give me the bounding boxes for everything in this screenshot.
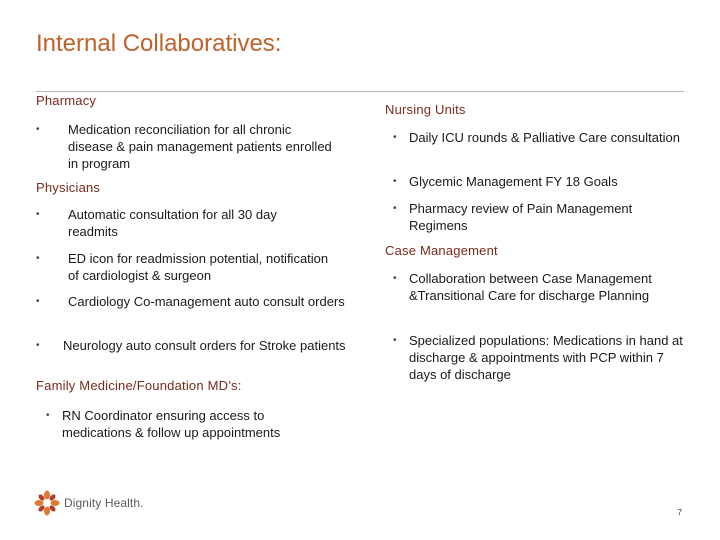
logo-text: Dignity Health. bbox=[64, 496, 144, 510]
dignity-health-logo bbox=[34, 490, 164, 518]
bullet-text: Pharmacy review of Pain Management Regimens bbox=[409, 201, 633, 233]
bullet-item bbox=[36, 206, 326, 240]
bullet-icon: • bbox=[36, 209, 40, 220]
bullet-text: Daily ICU rounds & Palliative Care consultation bbox=[409, 130, 680, 145]
bullet-text: Collaboration between Case Management &Transitional Care for discharge Planning bbox=[409, 271, 652, 303]
bullet-text: Neurology auto consult orders for Stroke patients bbox=[63, 338, 346, 353]
bullet-item bbox=[393, 270, 683, 304]
bullet-item bbox=[393, 332, 683, 383]
bullet-icon: • bbox=[393, 132, 397, 143]
section-heading-case-management: Case Management bbox=[385, 243, 498, 258]
bullet-item bbox=[393, 200, 683, 234]
bullet-item bbox=[36, 337, 346, 354]
bullet-item bbox=[393, 129, 683, 146]
section-heading-pharmacy: Pharmacy bbox=[36, 93, 97, 108]
bullet-text: Medication reconciliation for all chronic disease & pain management patients enrolled in program bbox=[68, 122, 332, 171]
title-divider bbox=[36, 91, 684, 92]
bullet-text: ED icon for readmission potential, notification of cardiologist & surgeon bbox=[68, 251, 329, 283]
bullet-item bbox=[46, 407, 336, 441]
bullet-icon: • bbox=[36, 296, 40, 307]
bullet-icon: • bbox=[393, 335, 397, 346]
bullet-icon: • bbox=[393, 203, 397, 214]
bullet-icon: • bbox=[393, 176, 397, 187]
bullet-text: RN Coordinator ensuring access to medications & follow up appointments bbox=[62, 408, 281, 440]
bullet-item bbox=[36, 293, 346, 310]
bullet-text: Glycemic Management FY 18 Goals bbox=[409, 174, 618, 189]
section-heading-physicians: Physicians bbox=[36, 180, 101, 195]
bullet-icon: • bbox=[36, 253, 40, 264]
bullet-text: Automatic consultation for all 30 day readmits bbox=[68, 207, 277, 239]
section-heading-family-medicine: Family Medicine/Foundation MD’s: bbox=[36, 378, 242, 393]
bullet-icon: • bbox=[36, 340, 40, 351]
section-heading-nursing-units: Nursing Units bbox=[385, 102, 466, 117]
bullet-item bbox=[36, 121, 336, 172]
bullet-icon: • bbox=[46, 410, 50, 421]
page-number: 7 bbox=[677, 508, 682, 517]
bullet-icon: • bbox=[393, 273, 397, 284]
slide-title: Internal Collaboratives: bbox=[36, 30, 282, 57]
dignity-health-logo-icon bbox=[34, 490, 60, 516]
bullet-item bbox=[36, 250, 336, 284]
bullet-icon: • bbox=[36, 124, 40, 135]
bullet-text: Specialized populations: Medications in hand at discharge & appointments with PCP within 7 days of discharge bbox=[409, 333, 683, 382]
bullet-item bbox=[393, 173, 683, 190]
bullet-text: Cardiology Co-management auto consult orders bbox=[68, 294, 345, 309]
